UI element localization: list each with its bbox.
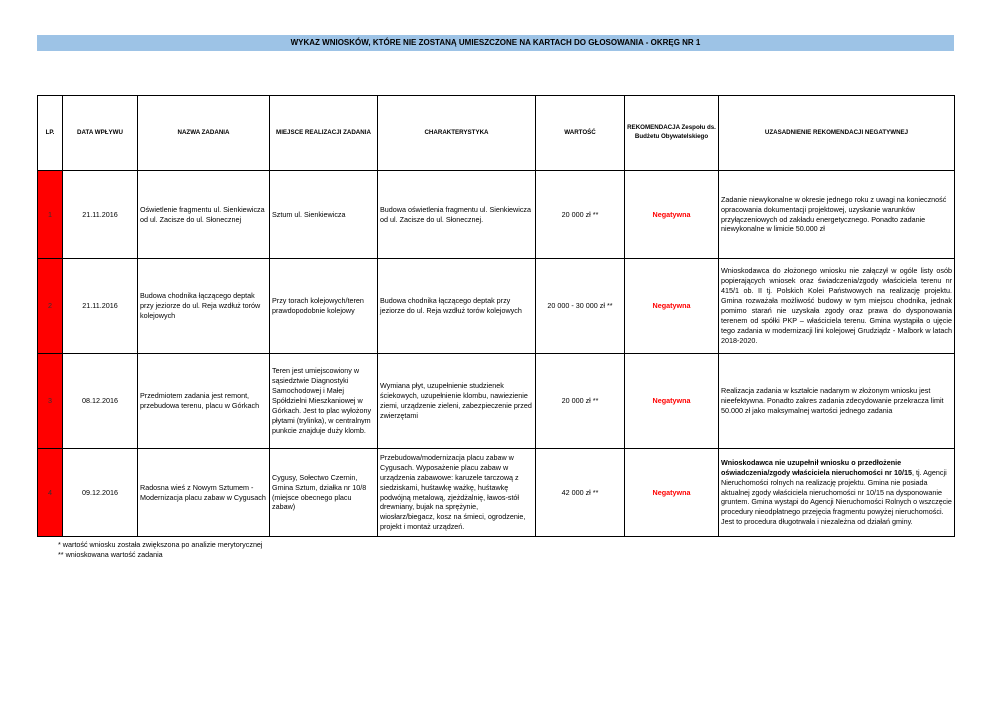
row-value: 20 000 zł ** [536,354,625,449]
header-date: DATA WPŁYWU [63,96,138,171]
row-lp: 1 [38,171,63,259]
table-header-row [38,96,955,171]
header-lp: LP. [38,96,63,171]
header-place: MIEJSCE REALIZACJI ZADANIA [270,96,378,171]
row-value: 20 000 zł ** [536,171,625,259]
row-reason: Realizacja zadania w kształcie nadanym w złożonym wniosku jest nieefektywna. Ponadto zakres zadania zdecydowanie przekracza limit 50.000 zł jako maksymalnej wartości jednego zadania [719,354,955,449]
row-place: Cygusy, Sołectwo Czernin, Gmina Sztum, działka nr 10/8 (miejsce obecnego placu zabaw) [270,449,378,537]
row-place: Teren jest umiejscowiony w sąsiedztwie Diagnostyki Samochodowej i Małej Spółdzielni Mieszkaniowej w Górkach. Jest to plac wyłożony płytami (trylinka), w centralnym punkcie znajduje duży klomb. [270,354,378,449]
row-recommendation: Negatywna [625,171,719,259]
row-name: Przedmiotem zadania jest remont, przebudowa terenu, placu w Górkach [138,354,270,449]
row-description: Wymiana płyt, uzupełnienie studzienek ściekowych, uzupełnienie klombu, nawiezienie ziemi, urządzenie zieleni, zabezpieczenie przed zwierzętami [378,354,536,449]
row-description: Budowa oświetlenia fragmentu ul. Sienkiewicza od ul. Zacisze do ul. Słonecznej. [378,171,536,259]
row-name: Radosna wieś z Nowym Sztumem - Modernizacja placu zabaw w Cygusach [138,449,270,537]
row-description: Przebudowa/modernizacja placu zabaw w Cygusach. Wyposażenie placu zabaw w urządzenia zabawowe: karuzele tarczową z siedziskami, huśtawkę ważkę, huśtawkę podwójną metalową, zjeżdżalnię, ławos-stół drewniany, bujak na sprężynie, wiosłarz/biegacz, kosz na śmieci, ogrodzenie, projekt i montaż urządzeń. [378,449,536,537]
row-recommendation: Negatywna [625,259,719,354]
row-value: 42 000 zł ** [536,449,625,537]
proposals-table [37,95,955,537]
footnote-2: ** wnioskowana wartość zadania [58,549,163,559]
row-place: Sztum ul. Sienkiewicza [270,171,378,259]
row-name: Oświetlenie fragmentu ul. Sienkiewicza od ul. Zacisze do ul. Słonecznej [138,171,270,259]
table-row [38,449,955,537]
footnote-1: * wartość wniosku została zwiększona po analizie merytorycznej [58,540,263,549]
row-lp: 2 [38,259,63,354]
row-recommendation: Negatywna [625,354,719,449]
header-value: WARTOŚĆ [536,96,625,171]
row-reason-rest: , tj. Agencji Nieruchomości rolnych na realizację projektu. Gmina nie posiada aktualnej zgody właściciela nieruchomości nr 10/15 na dysponowanie gruntem. Gmina wystąpi do Agencji Nieruchomości Rolnych o wszczęcie procedury nieodpłatnego przejęcia fragmentu powyżej nieruchomości. Jest to procedura długotrwała i niezależna od działań gminy. [721,467,952,527]
row-name: Budowa chodnika łączącego deptak przy jeziorze do ul. Reja wzdłuż torów kolejowych [138,259,270,354]
footnotes [58,540,263,559]
row-value: 20 000 - 30 000 zł ** [536,259,625,354]
table-row [38,354,955,449]
row-lp: 3 [38,354,63,449]
table-row [38,171,955,259]
row-recommendation: Negatywna [625,449,719,537]
header-recommendation: REKOMENDACJA Zespołu ds. Budżetu Obywatelskiego [625,96,719,171]
row-date: 08.12.2016 [63,354,138,449]
page-title: WYKAZ WNIOSKÓW, KTÓRE NIE ZOSTANĄ UMIESZCZONE NA KARTACH DO GŁOSOWANIA - OKRĘG NR 1 [37,35,954,51]
header-name: NAZWA ZADANIA [138,96,270,171]
row-reason: Zadanie niewykonalne w okresie jednego roku z uwagi na konieczność opracowania dokumentacji projektowej, uzyskanie warunków przyłączeniowych od zakładu energetycznego. Ponadto zadanie niewykonalne w limicie 50.000 zł [719,171,955,259]
table-row [38,259,955,354]
row-reason: Wnioskodawca do złożonego wniosku nie załączył w ogóle listy osób popierających wniosek oraz świadczenia/zgody właściciela terenu nr 415/1 ob. II tj. Polskich Kolei Państwowych na realizację projektu. Gmina rozważała możliwość budowy w tym miejscu chodnika, jednak pomimo starań nie uzyskała zgody oraz prawa do dysponowania terenem od spółki PKP – właściciela terenu. Gmina wystąpiła o ujęcie tego zadania w modernizacji lini kolejowej Grudziądz - Malbork w latach 2018-2020. [719,259,955,354]
row-place: Przy torach kolejowych/teren prawdopodobnie kolejowy [270,259,378,354]
row-reason-bold: Wnioskodawca nie uzupełnił wniosku o przedłożenie oświadczenia/zgody właściciela nieruchomości nr 10/15 [721,457,912,477]
row-date: 09.12.2016 [63,449,138,537]
header-reason: UZASADNIENIE REKOMENDACJI NEGATYWNEJ [719,96,955,171]
row-date: 21.11.2016 [63,259,138,354]
row-reason [719,449,955,537]
row-lp: 4 [38,449,63,537]
row-date: 21.11.2016 [63,171,138,259]
header-description: CHARAKTERYSTYKA [378,96,536,171]
row-description: Budowa chodnika łączącego deptak przy jeziorze do ul. Reja wzdłuż torów kolejowych [378,259,536,354]
